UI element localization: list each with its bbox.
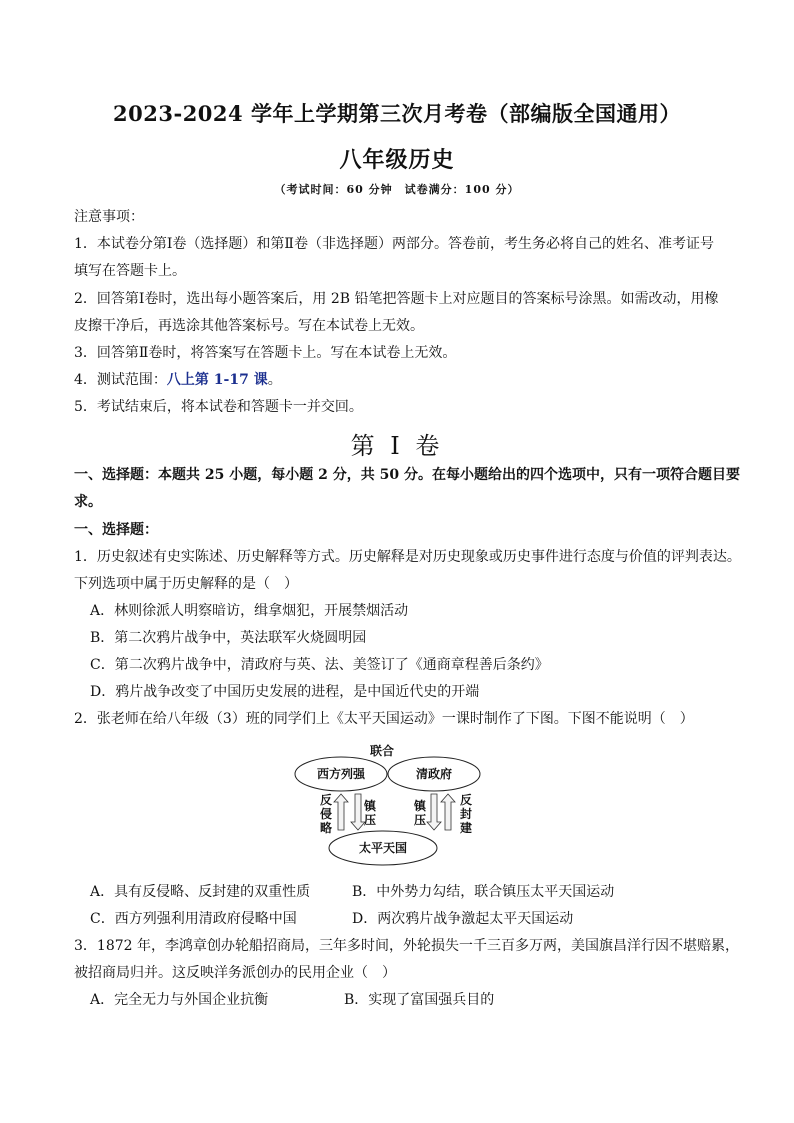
- section-instructions-line-2: 求。: [74, 494, 102, 510]
- right-up-char-3: 建: [459, 821, 473, 835]
- exam-info: （考试时间：60 分钟 试卷满分：100 分）: [274, 183, 520, 196]
- note-2-line-2: 皮擦干净后，再选涂其他答案标号。写在本试卷上无效。: [74, 318, 424, 334]
- q3-stem-line-1: 3．1872 年，李鸿章创办轮船招商局，三年多时间，外轮损失一千三百多万两，美国旗昌洋行因不堪赔累，: [74, 938, 739, 954]
- right-down-char-1: 镇: [413, 799, 427, 813]
- exam-title: 2023-2024 学年上学期第三次月考卷（部编版全国通用）: [113, 101, 681, 126]
- right-up-char-1: 反: [459, 793, 473, 807]
- left-up-arrow: [334, 794, 348, 830]
- right-down-char-2: 压: [413, 813, 427, 827]
- section-instructions-line-1: 一、选择题：本题共 25 小题，每小题 2 分，共 50 分。在每小题给出的四个选项中，只有一项符合题目要: [74, 467, 740, 483]
- q1-option-c: C．第二次鸦片战争中，清政府与英、法、美签订了《通商章程善后条约》: [90, 657, 549, 673]
- note-4-prefix: 4．测试范围：: [74, 372, 167, 388]
- diagram-right-node: 清政府: [415, 767, 453, 781]
- diagram-top-label: 联合: [369, 744, 395, 758]
- q2-option-a: A．具有反侵略、反封建的双重性质: [90, 884, 311, 900]
- q3-option-b: B．实现了富国强兵目的: [344, 992, 495, 1008]
- notes-heading: 注意事项：: [74, 209, 144, 225]
- left-down-char-2: 压: [363, 813, 377, 827]
- diagram-left-node: 西方列强: [316, 767, 366, 781]
- taiping-diagram: [286, 738, 486, 868]
- left-up-char-1: 反: [319, 793, 333, 807]
- left-up-char-2: 侵: [319, 807, 333, 821]
- choice-subheading: 一、选择题：: [74, 522, 158, 538]
- test-range: 八上第 1-17 课: [166, 372, 268, 388]
- left-up-char-3: 略: [319, 821, 333, 835]
- q3-stem-line-2: 被招商局归并。这反映洋务派创办的民用企业（ ）: [74, 965, 396, 981]
- note-4: [74, 370, 729, 390]
- right-up-char-2: 封: [459, 807, 473, 821]
- q1-option-a: A．林则徐派人明察暗访，缉拿烟犯，开展禁烟活动: [90, 603, 409, 619]
- note-4-suffix: 。: [267, 372, 282, 388]
- q1-option-d: D．鸦片战争改变了中国历史发展的进程，是中国近代史的开端: [90, 684, 480, 700]
- note-1-line-2: 填写在答题卡上。: [74, 263, 186, 279]
- right-down-arrow: [427, 794, 441, 830]
- q1-stem-line-1: 1．历史叙述有史实陈述、历史解释等方式。历史解释是对历史现象或历史事件进行态度与价值的评判表达。: [74, 549, 741, 565]
- note-1-line-1: 1．本试卷分第Ⅰ卷（选择题）和第Ⅱ卷（非选择题）两部分。答卷前，考生务必将自己的姓名、准考证号: [74, 236, 714, 252]
- q1-stem-line-2: 下列选项中属于历史解释的是（ ）: [74, 576, 298, 592]
- left-down-char-1: 镇: [363, 799, 377, 813]
- left-down-arrow: [351, 794, 365, 830]
- note-3: 3．回答第Ⅱ卷时，将答案写在答题卡上。写在本试卷上无效。: [74, 345, 457, 361]
- note-5: 5．考试结束后，将本试卷和答题卡一并交回。: [74, 399, 363, 415]
- q2-stem: 2．张老师在给八年级（3）班的同学们上《太平天国运动》一课时制作了下图。下图不能说明（ ）: [74, 711, 694, 727]
- note-2-line-1: 2．回答第Ⅰ卷时，选出每小题答案后，用 2B 铅笔把答题卡上对应题目的答案标号涂黑。如需改动，用橡: [74, 291, 719, 307]
- q2-option-d: D．两次鸦片战争激起太平天国运动: [352, 911, 574, 927]
- q1-option-b: B．第二次鸦片战争中，英法联军火烧圆明园: [90, 630, 367, 646]
- exam-subject: 八年级历史: [339, 147, 455, 173]
- section-title: 第 I 卷: [350, 432, 444, 460]
- q3-option-a: A．完全无力与外国企业抗衡: [90, 992, 269, 1008]
- q2-option-b: B．中外势力勾结，联合镇压太平天国运动: [352, 884, 615, 900]
- right-up-arrow: [441, 794, 455, 830]
- q2-option-c: C．西方列强利用清政府侵略中国: [90, 911, 297, 927]
- diagram-bottom-node: 太平天国: [358, 841, 408, 855]
